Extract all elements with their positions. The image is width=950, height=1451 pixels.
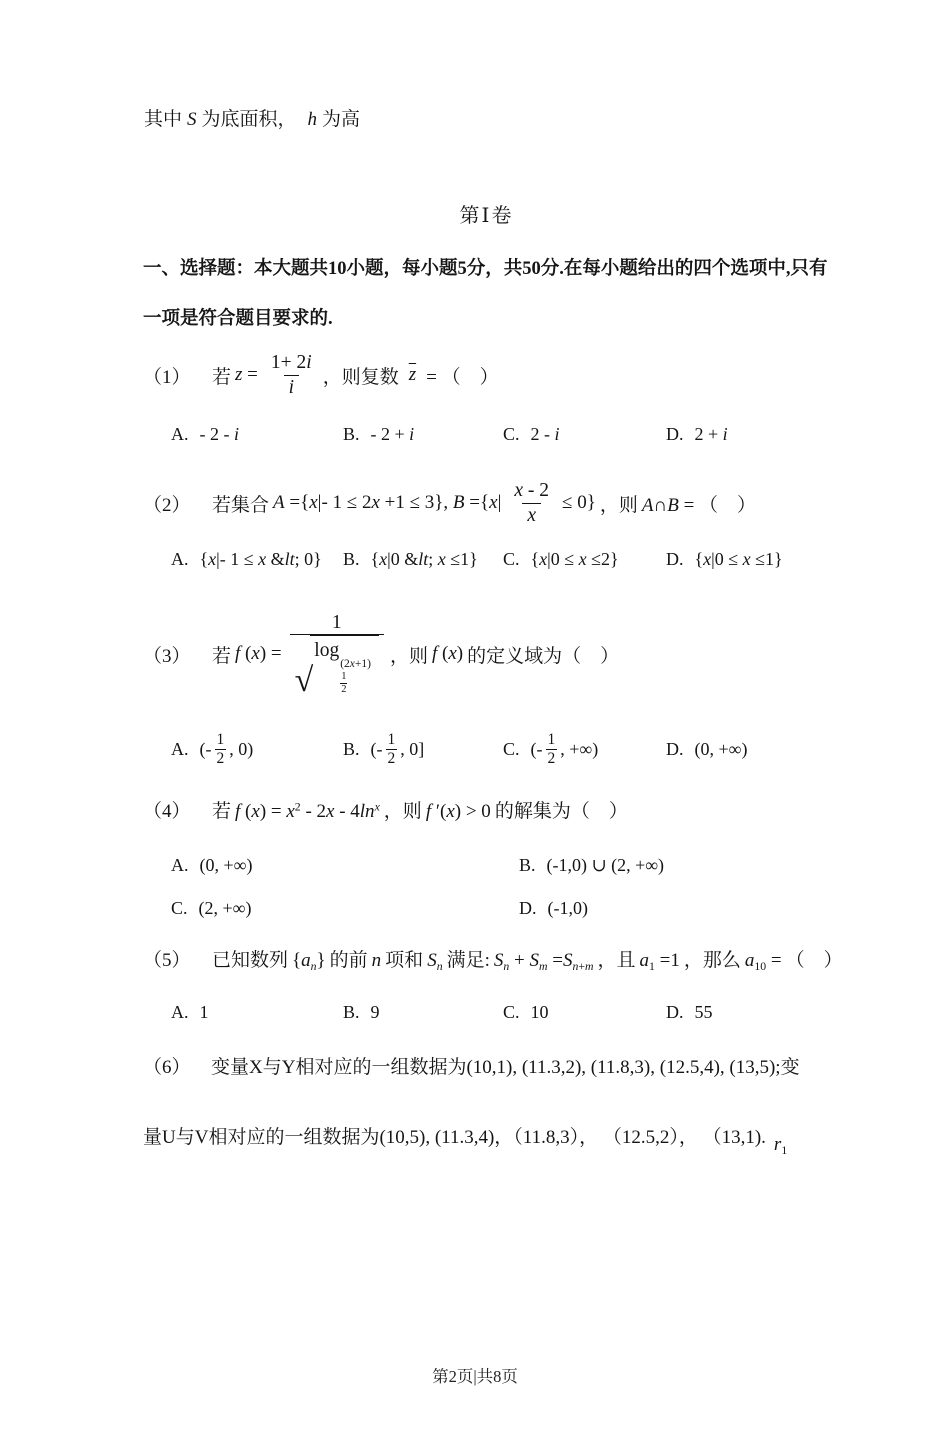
question-text: 项和 (385, 950, 424, 971)
option-label: C. (503, 549, 520, 569)
question-5-options (143, 1000, 830, 1025)
option-label: D. (666, 424, 684, 444)
fraction-denominator: i (284, 375, 299, 399)
section-instructions-line-1: 一、选择题：本大题共10小题，每小题5分，共50分.在每小题给出的四个选项中,只有 (143, 259, 828, 279)
option-b (343, 731, 503, 768)
option-label: C. (503, 1001, 520, 1022)
option-b (343, 1000, 503, 1025)
question-text: ，且 (597, 950, 636, 971)
option-value: (-1,0) ∪ (2, +∞) (546, 855, 665, 875)
question-text: 已知数列 (212, 950, 289, 971)
option-value: 9 (370, 1001, 380, 1022)
question-text: ，那么 (683, 950, 741, 971)
question-text: 变量X与Y相对应的一组数据为(10,1), (11.3,2), (11.8,3), (12.5,4), (13,5);变 (211, 1056, 800, 1078)
option-value: 55 (694, 1001, 713, 1022)
fraction-denominator (290, 634, 384, 698)
option-value: 1 (199, 1001, 209, 1022)
intro-line (143, 107, 830, 133)
option-label: D. (666, 549, 684, 569)
option-b (519, 853, 830, 878)
question-number: （6） (143, 1056, 191, 1078)
option-label: D. (666, 1001, 684, 1022)
math-expression: $S_n + S_m =S_{n+m}$ (493, 950, 594, 973)
option-label: C. (503, 424, 520, 444)
option-label: C. (503, 738, 520, 759)
question-text: 的定义域为（ ） (467, 645, 620, 667)
math-expression: = （ ） (426, 366, 499, 388)
option-fraction (546, 731, 558, 768)
variable-s: S (187, 109, 197, 130)
question-text: 若 (212, 366, 232, 388)
option-value-pre: (- (370, 738, 383, 759)
question-6-line-2 (143, 1125, 830, 1164)
intro-text-1: 其中 (144, 109, 183, 130)
fraction (266, 351, 317, 399)
option-fraction-denominator: 2 (547, 749, 556, 767)
z-conjugate-symbol: $\overline{z}$ (408, 364, 417, 385)
question-text: ，则 (383, 801, 422, 822)
log-word: log (314, 639, 340, 661)
option-c (503, 547, 666, 572)
fraction-numerator: x - 2 (514, 480, 550, 502)
question-text: ，则 (389, 645, 428, 667)
option-value: 2 + i (694, 424, 728, 444)
question-3-stem (143, 602, 830, 706)
radical-sign: √ (294, 662, 314, 700)
option-a (171, 731, 343, 768)
option-value: {x|0 &lt; x ≤1} (370, 549, 478, 569)
option-label: D. (519, 898, 537, 918)
option-value: 2 - i (530, 424, 560, 444)
math-expression: $a_1 =1$ (639, 950, 680, 973)
question-6-line-1 (143, 1055, 830, 1081)
fraction-numerator: 1+ 2i (270, 352, 312, 374)
option-label: B. (343, 738, 360, 759)
math-expression: f (x) = (235, 643, 282, 664)
option-label: B. (343, 1001, 360, 1022)
math-expression: A∩B = （ ） (641, 494, 757, 516)
question-number: （5） (143, 950, 191, 971)
option-a (171, 547, 343, 572)
option-value: - 2 + i (370, 424, 415, 444)
option-label: B. (519, 855, 536, 875)
question-1-stem (143, 344, 830, 406)
option-b (343, 547, 503, 572)
option-fraction-denominator: 2 (387, 749, 396, 767)
option-value-post: , 0) (229, 738, 254, 759)
log-base-denominator: 2 (341, 683, 347, 695)
option-value: (-1,0) (547, 898, 588, 918)
option-value-pre: (- (199, 738, 212, 759)
option-fraction-numerator: 1 (547, 730, 556, 748)
option-c (503, 1000, 666, 1025)
option-value: {x|- 1 ≤ x &lt; 0} (199, 549, 322, 569)
option-value-post: , +∞) (560, 738, 599, 759)
document-page (0, 107, 950, 1164)
question-3-options (143, 726, 830, 772)
section-instructions-line-2: 一项是符合题目要求的. (143, 309, 333, 329)
option-label: B. (343, 549, 360, 569)
option-d (666, 1000, 830, 1025)
log-base-numerator: 1 (341, 671, 347, 683)
page-footer: 第2页|共8页 (432, 1367, 518, 1386)
question-text: 若 (212, 801, 232, 822)
option-fraction (215, 731, 227, 768)
option-value: {x|0 ≤ x ≤2} (530, 549, 619, 569)
option-label: A. (171, 855, 189, 875)
option-value: 10 (530, 1001, 549, 1022)
option-fraction-numerator: 1 (216, 730, 225, 748)
question-5-stem (143, 945, 843, 974)
option-label: A. (171, 424, 189, 444)
question-4-options-row-2 (143, 896, 830, 921)
math-expression: z = (235, 364, 258, 385)
question-text: 量U与V相对应的一组数据为(10,5), (11.3,4)，（11.8,3）， （12.5,2）， （13,1). (143, 1126, 766, 1148)
intro-text-2: 为底面积， (201, 109, 297, 130)
fraction-numerator: 1 (331, 611, 342, 633)
option-c (503, 422, 666, 447)
option-d (666, 547, 830, 572)
question-number: （3） (143, 645, 191, 667)
r1-symbol: $r_1$ (773, 1133, 788, 1157)
question-4-stem (143, 796, 830, 823)
option-d (519, 896, 830, 921)
question-text: ，则 (599, 494, 638, 516)
question-4-options-row-1 (143, 853, 830, 878)
option-value: (0, +∞) (694, 738, 748, 759)
option-label: A. (171, 549, 189, 569)
question-text: 的解集为（ ） (494, 801, 628, 822)
option-value-post: , 0] (400, 738, 425, 759)
option-b (343, 422, 503, 447)
option-value: (2, +∞) (198, 898, 252, 918)
section-title: 第Ⅰ卷 (459, 205, 514, 227)
fraction (290, 611, 384, 698)
option-a (171, 422, 343, 447)
variable-h: h (307, 109, 318, 130)
option-label: C. (171, 898, 188, 918)
math-expression: $S_n$ (427, 950, 443, 973)
math-expression: f $(x) = x^2 - 2x - 4\ln^x$ (235, 800, 380, 822)
math-expression: n (371, 950, 382, 971)
option-value-pre: (- (530, 738, 543, 759)
log-base-fraction (340, 671, 347, 695)
question-number: （2） (143, 494, 191, 516)
question-text: 若 (212, 645, 232, 667)
question-2-stem (143, 463, 830, 543)
option-label: A. (171, 1001, 189, 1022)
log-sub-sup-stack (340, 657, 371, 695)
answer-parentheses: （ ） (785, 950, 843, 971)
question-text: ，则复数 (322, 366, 399, 388)
math-expression: $a_{10}$ = (744, 950, 782, 973)
log-superscript: (2x+1) (340, 657, 371, 670)
option-fraction-numerator: 1 (387, 730, 396, 748)
math-expression: f ′(x) > 0 (425, 801, 491, 822)
option-label: A. (171, 738, 189, 759)
question-2-options (143, 547, 830, 572)
fraction (509, 479, 554, 527)
option-d (666, 737, 830, 762)
question-1-options (143, 422, 830, 447)
sqrt-expression (294, 635, 379, 700)
math-expression: ≤ 0} (562, 492, 596, 513)
option-a (171, 1000, 343, 1025)
option-value: (0, +∞) (199, 855, 253, 875)
option-c (503, 731, 666, 768)
question-text: 满足: (446, 950, 490, 971)
option-d (666, 422, 830, 447)
option-fraction-denominator: 2 (216, 749, 225, 767)
intro-text-3: 为高 (322, 109, 361, 130)
option-a (171, 853, 519, 878)
question-text: 的前 (329, 950, 368, 971)
math-expression: f (x) (432, 643, 464, 664)
question-text: 若集合 (212, 494, 270, 516)
option-c (171, 896, 519, 921)
question-number: （4） (143, 801, 191, 822)
option-value: - 2 - i (199, 424, 240, 444)
question-number: （1） (143, 366, 191, 388)
fraction-denominator: x (522, 503, 541, 527)
math-expression: $\{a_n\}$ (292, 950, 326, 973)
math-expression: A ={x|- 1 ≤ 2x +1 ≤ 3}, B ={x| (273, 492, 502, 513)
option-value: {x|0 ≤ x ≤1} (694, 549, 783, 569)
option-label: B. (343, 424, 360, 444)
option-fraction (386, 731, 398, 768)
option-label: D. (666, 738, 684, 759)
